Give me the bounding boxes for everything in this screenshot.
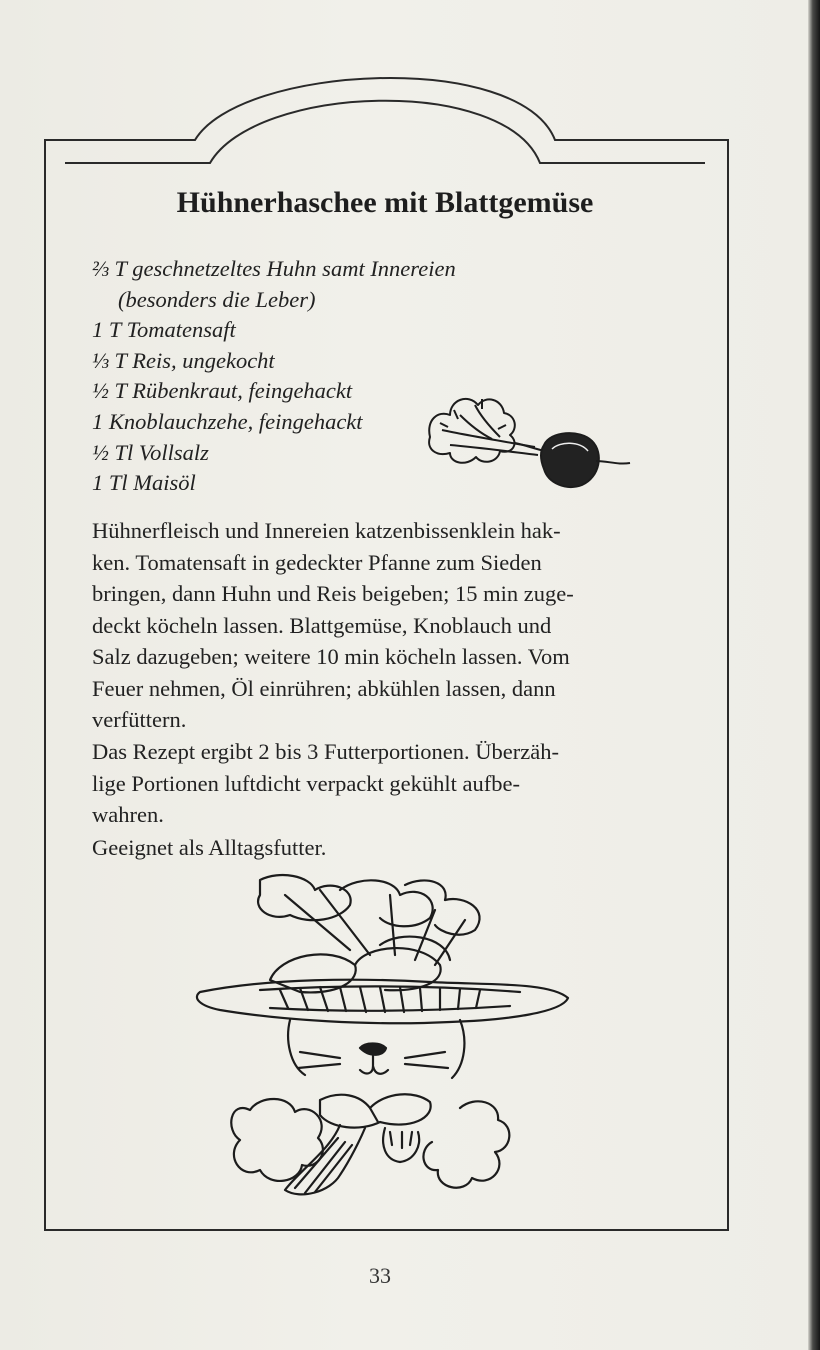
- page-number: 33: [369, 1263, 391, 1288]
- ingredient-item: 1 T Tomatensaft: [92, 317, 236, 343]
- page-edge: [808, 0, 820, 1350]
- ingredient-item: ⅓ T Reis, ungekocht: [92, 347, 275, 373]
- ingredient-item: 1 Knoblauchzehe, feingehackt: [92, 408, 363, 434]
- ingredient-item: (besonders die Leber): [118, 286, 316, 312]
- ingredient-item: ½ Tl Vollsalz: [92, 439, 209, 465]
- suitability-note: Geeignet als Alltagsfutter.: [92, 835, 327, 860]
- recipe-title: Hühnerhaschee mit Blattgemüse: [176, 186, 594, 219]
- ingredient-item: ½ T Rübenkraut, feingehackt: [92, 378, 353, 404]
- ingredient-list: [92, 254, 456, 499]
- portions-paragraph: Das Rezept ergibt 2 bis 3 Futterportionen. Überzäh- lige Portionen luftdicht verpackt gekühlt aufbe- wahren.: [92, 739, 559, 827]
- cat-illustration: [190, 870, 575, 1220]
- ingredient-item: 1 Tl Maisöl: [92, 470, 196, 496]
- instructions-paragraph: Hühnerfleisch und Innereien katzenbissenklein hak- ken. Tomatensaft in gedeckter Pfanne zum Sieden bringen, dann Huhn und Reis beigeben; 15 min zuge- deckt köcheln lassen. Blattgemüse, Knoblauch und Salz dazugeben; weitere 10 min köcheln lassen. Vom Feuer nehmen, Öl einrühren; abkühlen lassen, dann verfüttern.: [92, 518, 574, 732]
- ingredient-item: ⅔ T geschnetzeltes Huhn samt Innereien: [92, 256, 456, 281]
- beet-illustration: [420, 385, 640, 500]
